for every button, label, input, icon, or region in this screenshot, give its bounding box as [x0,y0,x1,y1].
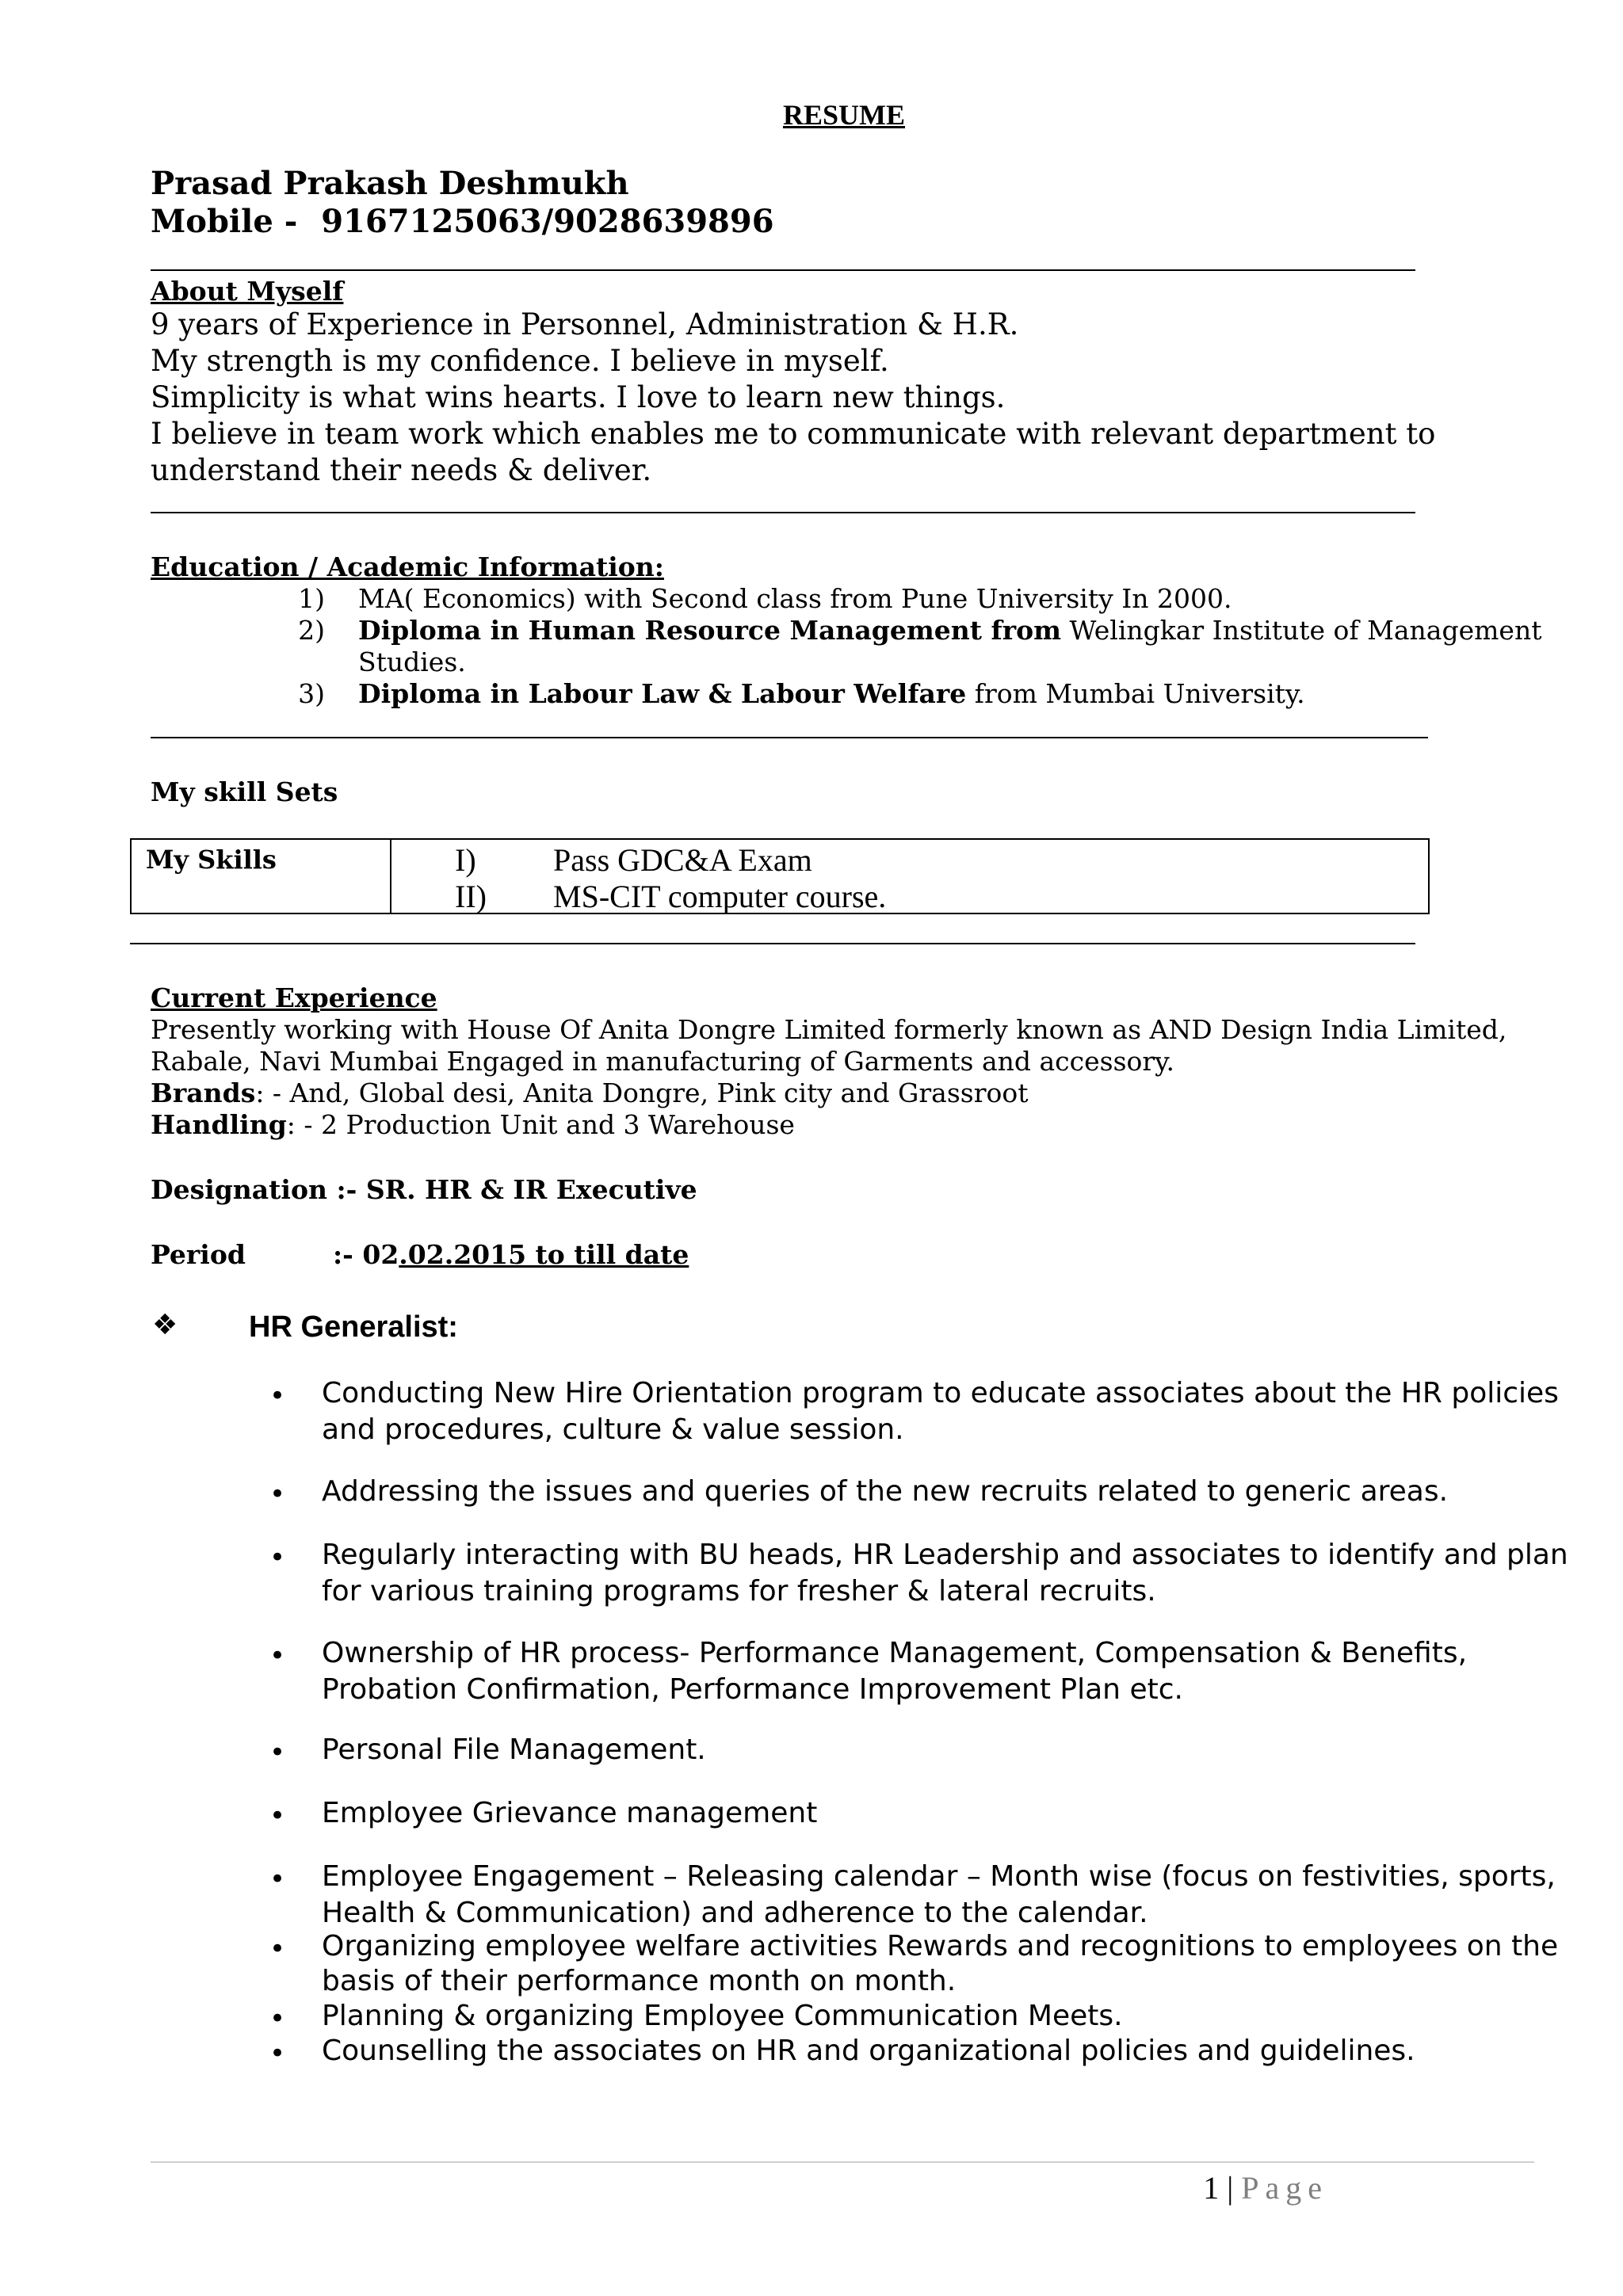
handling-line [151,1109,795,1140]
about-line: 9 years of Experience in Personnel, Administration & H.R. [151,307,1019,341]
period-date: .02.2015 to till date [399,1239,689,1270]
bullet-item: Personal File Management. [322,1733,706,1766]
bullet-item-continuation: Probation Confirmation, Performance Improvement Plan etc. [322,1673,1183,1706]
bullet-icon: • [269,1737,286,1768]
period-separator: :- 02 [333,1239,399,1270]
about-line: I believe in team work which enables me to communicate with relevant department to [151,417,1436,451]
bullet-item: Regularly interacting with BU heads, HR Leadership and associates to identify and plan [322,1539,1568,1571]
bullet-item: Addressing the issues and queries of the new recruits related to generic areas. [322,1475,1449,1508]
experience-line: Presently working with House Of Anita Dongre Limited formerly known as AND Design India Limited, [151,1014,1507,1045]
divider [130,943,1415,944]
education-item [358,615,1541,646]
skill-number: I) [455,842,476,878]
education-item-number: 3) [298,678,325,709]
bullet-item: Conducting New Hire Orientation program to educate associates about the HR policies [322,1377,1559,1409]
about-line: understand their needs & deliver. [151,453,652,487]
page-title: RESUME [782,99,906,131]
page-number: 1 [1203,2170,1220,2206]
skills-table [130,838,1430,914]
bullet-icon: • [269,1380,286,1412]
divider [151,512,1415,513]
bullet-icon: • [269,1640,286,1672]
bullet-icon: • [269,1933,286,1965]
bullet-item: Ownership of HR process- Performance Management, Compensation & Benefits, [322,1637,1468,1669]
education-item [358,678,1305,709]
bullet-item: Organizing employee welfare activities Rewards and recognitions to employees on the [322,1930,1559,1962]
bullet-item: Employee Grievance management [322,1797,818,1829]
skill-item: MS-CIT computer course. [553,879,887,914]
education-item-bold: Diploma in Labour Law & Labour Welfare [358,678,967,709]
bullet-icon: • [269,1478,286,1510]
about-line: Simplicity is what wins hearts. I love to learn new things. [151,380,1006,414]
bullet-icon: • [269,1800,286,1832]
brands-line [151,1077,1028,1108]
divider [151,269,1415,271]
handling-label: Handling [151,1109,287,1140]
bullet-icon: • [269,2003,286,2035]
page-separator: | [1219,2170,1242,2206]
bullet-icon: • [269,1542,286,1573]
period-value [333,1239,689,1270]
bullet-item-continuation: and procedures, culture & value session. [322,1413,904,1446]
candidate-mobile [151,203,774,240]
skills-heading: My skill Sets [151,776,338,807]
diamond-bullet-icon: ❖ [152,1309,178,1341]
designation: Designation :- SR. HR & IR Executive [151,1174,697,1205]
education-item-text: from Mumbai University. [966,678,1305,709]
candidate-name: Prasad Prakash Deshmukh [151,165,629,202]
page-label: Page [1241,2170,1328,2206]
skills-table-divider [390,840,391,913]
education-item-text: MA( Economics) with Second class from Pune University In 2000. [358,583,1232,614]
mobile-number: 9167125063/9028639896 [321,203,774,240]
bullet-item: Planning & organizing Employee Communication Meets. [322,2000,1123,2032]
bullet-item-continuation: basis of their performance month on month. [322,1965,957,1997]
divider [151,737,1428,738]
education-item-number: 2) [298,615,325,646]
education-item-continuation: Studies. [358,646,466,677]
skills-label: My Skills [146,845,277,875]
about-heading: About Myself [151,276,344,307]
education-heading: Education / Academic Information: [151,551,664,582]
footer-divider [151,2161,1534,2163]
bullet-icon: • [269,1863,286,1895]
period-label: Period [151,1239,246,1270]
education-item-number: 1) [298,583,325,614]
education-item-text: Welingkar Institute of Management [1061,615,1542,646]
bullet-item-continuation: for various training programs for fresher & lateral recruits. [322,1575,1156,1608]
experience-line: Rabale, Navi Mumbai Engaged in manufacturing of Garments and accessory. [151,1046,1174,1077]
hr-generalist-heading: HR Generalist: [249,1310,458,1344]
bullet-item: Employee Engagement – Releasing calendar – Month wise (focus on festivities, sports, [322,1860,1556,1893]
skill-number: II) [455,879,487,914]
bullet-item-continuation: Health & Communication) and adherence to the calendar. [322,1897,1148,1929]
education-item-bold: Diploma in Human Resource Management from [358,615,1062,646]
brands-value: : - And, Global desi, Anita Dongre, Pink city and Grassroot [255,1077,1029,1108]
handling-value: : - 2 Production Unit and 3 Warehouse [286,1109,795,1140]
education-item [358,583,1232,614]
page-footer [1203,2169,1328,2206]
experience-heading: Current Experience [151,982,437,1013]
bullet-item: Counselling the associates on HR and organizational policies and guidelines. [322,2035,1415,2067]
bullet-icon: • [269,2038,286,2069]
brands-label: Brands [151,1077,256,1108]
mobile-label: Mobile - [151,203,298,240]
about-line: My strength is my confidence. I believe in myself. [151,344,889,378]
skill-item: Pass GDC&A Exam [553,842,812,878]
